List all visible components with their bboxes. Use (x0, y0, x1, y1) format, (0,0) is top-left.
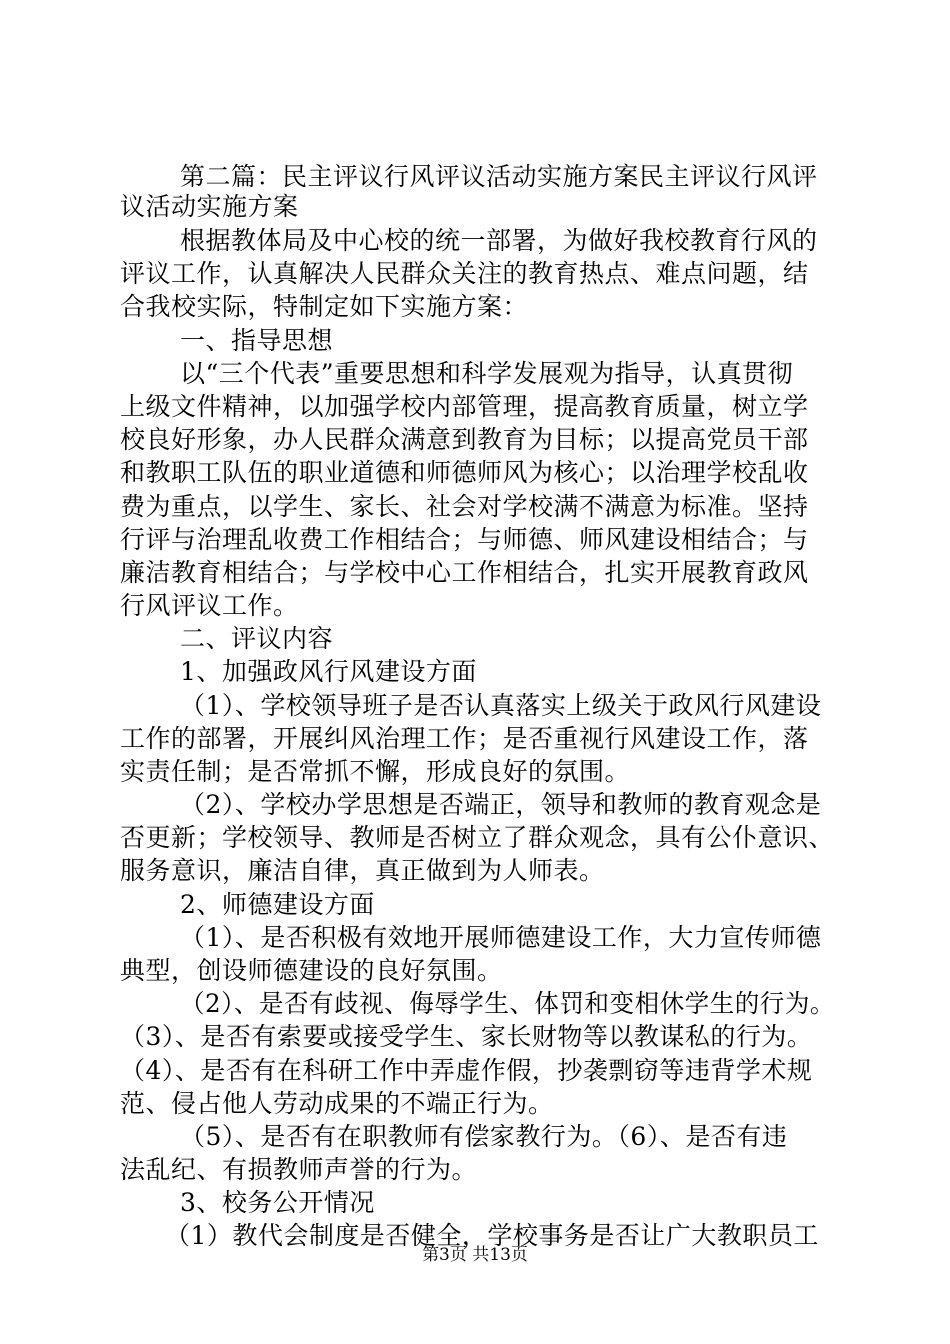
text-line: 廉洁教育相结合；与学校中心工作相结合，扎实开展教育政风 (120, 558, 809, 587)
text-line: 和教职工队伍的职业道德和师德师风为核心；以治理学校乱收 (120, 458, 809, 487)
text-line: （1）、是否积极有效地开展师德建设工作，大力宣传师德 (180, 923, 822, 952)
text-line: 一、指导思想 (180, 326, 334, 355)
text-line: （1）、学校领导班子是否认真落实上级关于政风行风建设 (180, 691, 822, 720)
text-line: 第二篇：民主评议行风评议活动实施方案民主评议行风评 (180, 162, 818, 191)
text-line: 服务意识，廉洁自律，真正做到为人师表。 (120, 856, 605, 885)
text-line: 否更新；学校领导、教师是否树立了群众观念，具有公仆意识、 (120, 823, 835, 852)
text-line: 校良好形象，办人民群众满意到教育为目标；以提高党员干部 (120, 425, 809, 454)
text-line: 评议工作，认真解决人民群众关注的教育热点、难点问题，结 (120, 259, 809, 288)
text-line: 3、校务公开情况 (180, 1188, 375, 1217)
text-line: （5）、是否有在职教师有偿家教行为。（6）、是否有违 (180, 1122, 788, 1151)
text-line: 工作的部署，开展纠风治理工作；是否重视行风建设工作，落 (120, 724, 809, 753)
text-line: 行评与治理乱收费工作相结合；与师德、师风建设相结合；与 (120, 525, 809, 554)
text-line: 1、加强政风行风建设方面 (180, 657, 477, 686)
text-line: （4）、是否有在科研工作中弄虚作假，抄袭剽窃等违背学术规 (120, 1056, 813, 1085)
text-line: 2、师德建设方面 (180, 890, 375, 919)
text-line: 议活动实施方案 (120, 192, 299, 221)
text-line: 费为重点，以学生、家长、社会对学校满不满意为标准。坚持 (120, 492, 809, 521)
text-line: 行风评议工作。 (120, 591, 299, 620)
text-line: 实责任制；是否常抓不懈，形成良好的氛围。 (120, 757, 631, 786)
text-line: 典型，创设师德建设的良好氛围。 (120, 956, 503, 985)
text-line: 根据教体局及中心校的统一部署，为做好我校教育行风的 (180, 226, 818, 255)
page-footer: 第3页 共13页 (422, 1245, 528, 1265)
text-line: （1）教代会制度是否健全，学校事务是否让广大教职员工 (165, 1221, 819, 1250)
text-line: （2）、学校办学思想是否端正，领导和教师的教育观念是 (180, 790, 822, 819)
text-line: 上级文件精神，以加强学校内部管理，提高教育质量，树立学 (120, 392, 809, 421)
text-line: （3）、是否有索要或接受学生、家长财物等以教谋私的行为。 (120, 1022, 813, 1051)
text-line: （2）、是否有歧视、侮辱学生、体罚和变相休学生的行为。 (180, 989, 835, 1018)
text-line: 范、侵占他人劳动成果的不端正行为。 (120, 1089, 554, 1118)
text-line: 以“三个代表”重要思想和科学发展观为指导，认真贯彻 (180, 359, 794, 388)
text-line: 法乱纪、有损教师声誉的行为。 (120, 1155, 478, 1184)
text-line: 合我校实际，特制定如下实施方案： (120, 292, 529, 321)
text-line: 二、评议内容 (180, 624, 334, 653)
